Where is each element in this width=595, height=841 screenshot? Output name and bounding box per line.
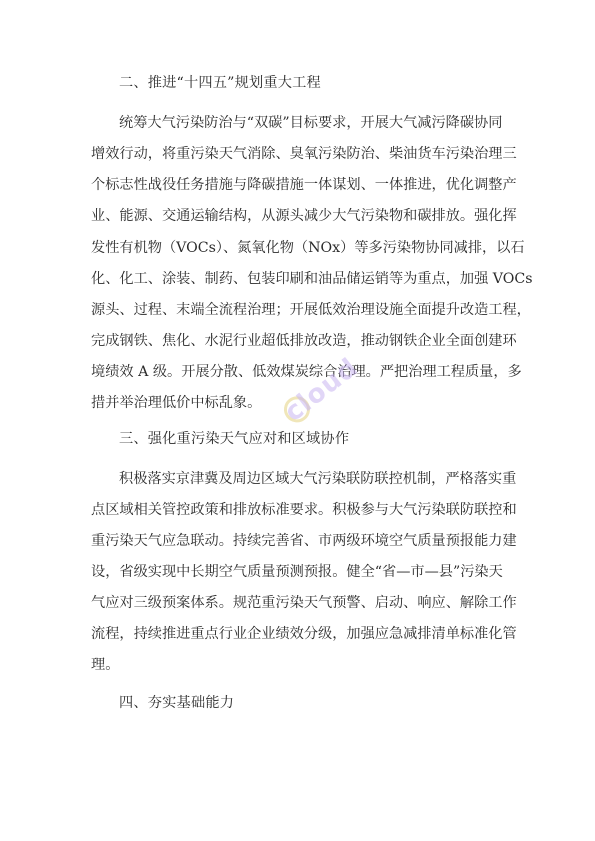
- section-heading-3: 三、强化重污染天气应对和区域协作: [119, 431, 350, 447]
- paragraph-line: 积极落实京津冀及周边区域大气污染联防联控机制，严格落实重: [119, 471, 517, 487]
- watermark-ring-icon: [279, 391, 315, 427]
- paragraph-line: 完成钢铁、焦化、水泥行业超低排放改造，推动钢铁企业全面创建环: [91, 333, 517, 349]
- paragraph-line: 重污染天气应急联动。持续完善省、市两级环境空气质量预报能力建: [91, 533, 517, 549]
- paragraph-line: 措并举治理低价中标乱象。: [91, 395, 262, 411]
- paragraph-line: 增效行动，将重污染天气消除、臭氧污染防治、柴油货车污染治理三: [91, 146, 517, 162]
- paragraph-line: 业、能源、交通运输结构，从源头减少大气污染物和碳排放。强化挥: [91, 208, 517, 224]
- paragraph-line: 源头、过程、末端全流程治理；开展低效治理设施全面提升改造工程，: [91, 302, 531, 318]
- paragraph-line: 发性有机物（VOCs）、氮氧化物（NOx）等多污染物协同减排，以石: [91, 240, 525, 256]
- watermark-text: cloud: [279, 352, 364, 428]
- paragraph-line: 流程，持续推进重点行业企业绩效分级，加强应急减排清单标准化管: [91, 626, 517, 642]
- paragraph-line: 境绩效 A 级。开展分散、低效煤炭综合治理。严把治理工程质量，多: [91, 364, 522, 380]
- paragraph-line: 个标志性战役任务措施与降碳措施一体谋划、一体推进，优化调整产: [91, 177, 517, 193]
- paragraph-line: 气应对三级预案体系。规范重污染天气预警、启动、响应、解除工作: [91, 595, 517, 611]
- section-heading-2: 二、推进“十四五”规划重大工程: [119, 75, 321, 91]
- paragraph-line: 统筹大气污染防治与“双碳”目标要求，开展大气减污降碳协同: [119, 115, 503, 131]
- paragraph-line: 化、化工、涂装、制药、包装印刷和油品储运销等为重点，加强 VOCs: [91, 271, 533, 287]
- section-heading-4: 四、夯实基础能力: [119, 695, 235, 711]
- paragraph-line: 理。: [91, 657, 120, 673]
- paragraph-line: 点区域相关管控政策和排放标准要求。积极参与大气污染联防联控和: [91, 502, 517, 518]
- paragraph-line: 设，省级实现中长期空气质量预测预报。健全“省—市—县”污染天: [91, 564, 503, 580]
